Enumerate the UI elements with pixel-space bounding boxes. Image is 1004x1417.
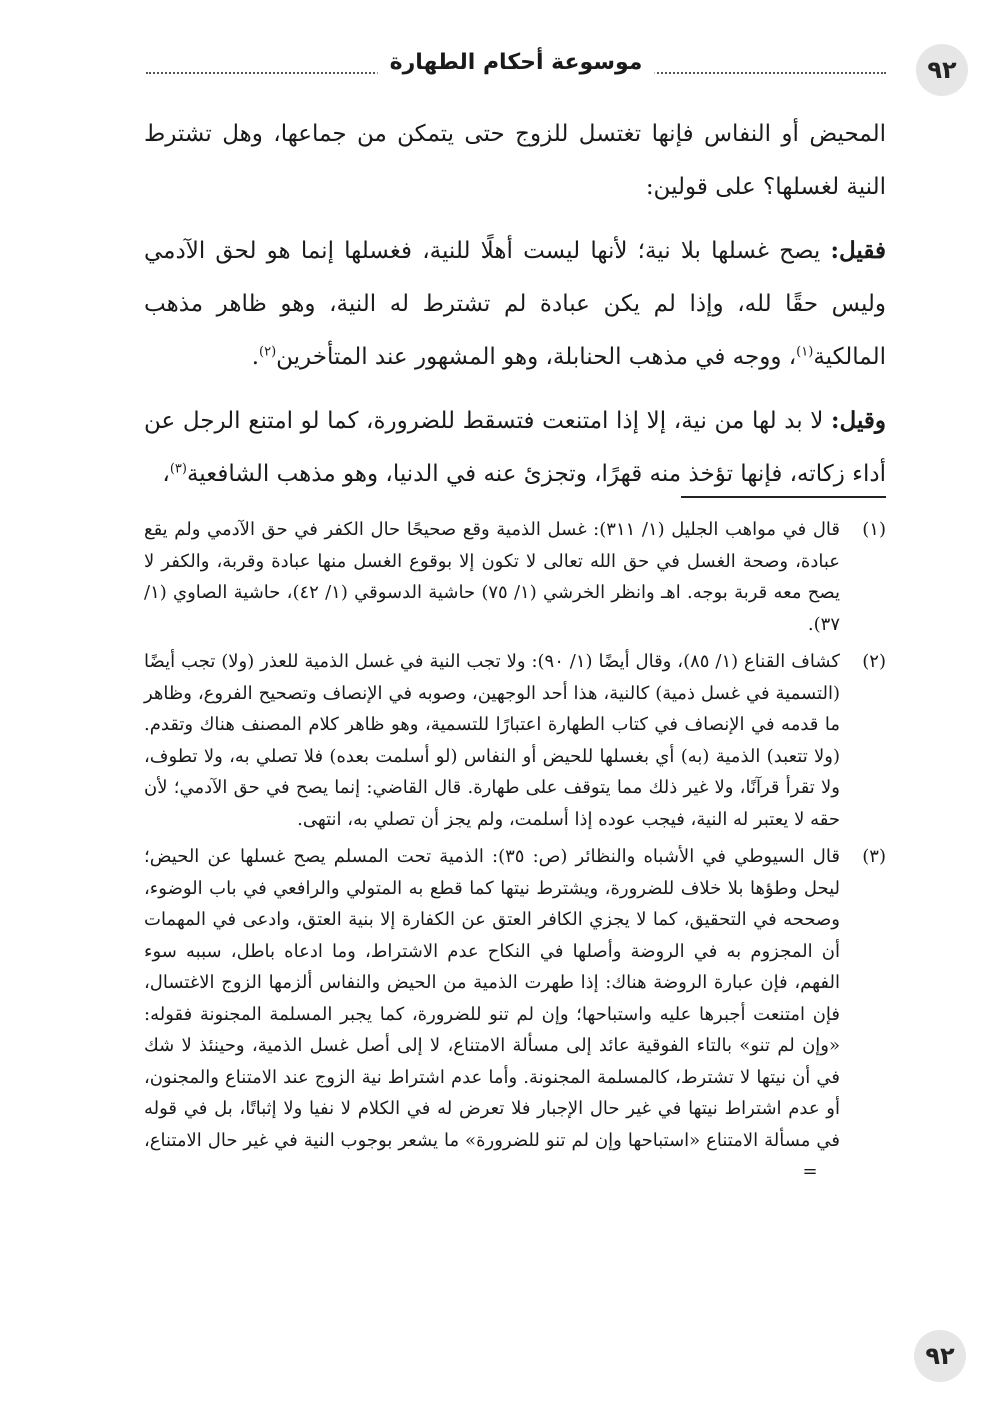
paragraph-2-lead: فقيل: [830, 237, 886, 264]
footnote-text-body: قال السيوطي في الأشباه والنظائر (ص: ٣٥): الذمية تحت المسلم يصح غسلها عن الحيض؛ ليحل وطؤها بلا خلاف للضرورة، ويشترط نيتها كما قطع به المتولي والرافعي في باب الوضوء، وصححه في التحقيق، كما لا يجزي الكافر العتق عن الكفارة إلا بنية العتق، وادعى في المهمات أن المجزوم به في الروضة وأصلها في النكاح عدم الاشتراط، وما ادعاه باطل، سببه سوء الفهم، فإن عبارة الروضة هناك: إذا طهرت الذمية من الحيض والنفاس ألزمها الزوج الاغتسال، فإن امتنعت أجبرها عليه واستباحها؛ وإن لم تنو للضرورة، كما يجبر المسلمة المجنونة فقوله: «وإن لم تنو» بالتاء الفوقية عائد إلى مسألة الامتناع، لا إلى أصل غسل الذمية، وحينئذ لا شك في أن نيتها لا تشترط، كالمسلمة المجنونة. وأما عدم اشتراط نية الزوج عند الامتناع والمجنون، أو عدم اشتراط نيتها في غير حال الإجبار فلا تعرض له في الكلام لا نفيا ولا إثباتًا، بل في قوله في مسألة الامتناع «استباحها وإن لم تنو للضرورة» ما يشعر بوجوب النية في غير حال الامتناع، [144, 846, 840, 1151]
header-page-number: ٩٢ [916, 44, 968, 96]
paragraph-3-text-a: لا بد لها من نية، إلا إذا امتنعت فتسقط للضرورة، كما لو امتنع الرجل عن أداء زكاته، فإنها تؤخذ منه قهرًا، وتجزئ عنه في الدنيا، وهو مذهب الشافعية [144, 408, 886, 487]
footnote-1 [144, 514, 886, 640]
paragraph-2 [144, 224, 886, 384]
footnote-2 [144, 646, 886, 835]
footnote-3 [144, 841, 886, 1188]
main-text [144, 108, 886, 511]
continuation-mark: = [802, 1161, 818, 1182]
footnote-text [144, 841, 840, 1188]
footnote-text: قال في مواهب الجليل (١/ ٣١١): غسل الذمية وقع صحيحًا حال الكفر في حق الآدمي ولم يقع عبادة، وصحة الغسل في حق الله تعالى لا تكون إلا بوقوع الغسل منها عبادة وقربة، والكفر لا يصح معه قربة بوجه. اهـ وانظر الخرشي (١/ ٧٥) حاشية الدسوقي (١/ ٤٢)، حاشية الصاوي (١/ ٣٧). [144, 519, 840, 635]
paragraph-3-text-b: ، [162, 461, 170, 487]
paragraph-3-lead: وقيل: [831, 407, 886, 434]
footnote-number: (١) [862, 519, 886, 540]
footer-page-number: ٩٢ [914, 1330, 966, 1382]
footnote-number: (٣) [862, 846, 886, 867]
footnote-ref-3[interactable]: (٣) [169, 461, 187, 477]
paragraph-2-text-c: . [251, 344, 259, 370]
paragraph-1: المحيض أو النفاس فإنها تغتسل للزوج حتى يتمكن من جماعها، وهل تشترط النية لغسلها؟ على قولين: [144, 121, 886, 200]
footnote-ref-1[interactable]: (١) [796, 344, 814, 360]
paragraph-2-text-b: ، ووجه في مذهب الحنابلة، وهو المشهور عند المتأخرين [276, 344, 797, 370]
page-header [146, 44, 957, 94]
footnote-ref-2[interactable]: (٢) [259, 344, 277, 360]
footnote-text: كشاف القناع (١/ ٨٥)، وقال أيضًا (١/ ٩٠): ولا تجب النية في غسل الذمية للعذر (ولا) تجب أيضًا (التسمية في غسل ذمية) كالنية، هذا أحد الوجهين، وصوبه في الإنصاف وتصحيح الفروع، وظاهر ما قدمه في الإنصاف في كتاب الطهارة اعتبارًا للتسمية، وهو ظاهر كلام المصنف هناك وتقدم. (ولا تتعبد) الذمية (به) أي بغسلها للحيض أو النفاس (لو أسلمت بعده) فلا تصلي به، ولا تطوف، ولا تقرأ قرآنًا، ولا غير ذلك مما يتوقف على طهارة. قال القاضي: إنما يصح في حق الآدمي؛ لأن حقه لا يعتبر له النية، فيجب عوده إذا أسلمت، ولم يجز أن تصلي به، انتهى. [144, 651, 840, 830]
book-title: موسوعة أحكام الطهارة [378, 50, 655, 75]
footnote-number: (٢) [862, 651, 886, 672]
paragraph-2-text-a: يصح غسلها بلا نية؛ لأنها ليست أهلًا للنية، فغسلها إنما هو لحق الآدمي وليس حقًا لله، وإذا لم يكن عبادة لم تشترط له النية، وهو ظاهر مذهب المالكية [144, 238, 886, 370]
paragraph-3 [144, 394, 886, 501]
footnotes [144, 514, 886, 1194]
footnote-divider [681, 496, 886, 498]
